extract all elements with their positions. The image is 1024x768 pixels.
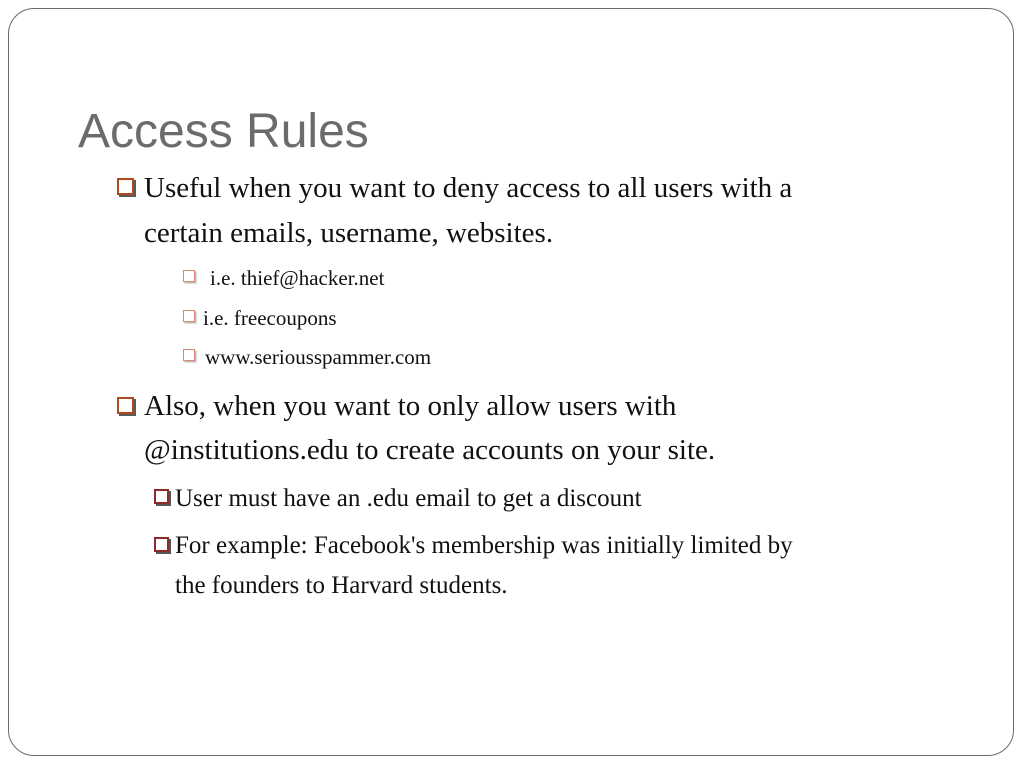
bullet-square-icon bbox=[117, 178, 134, 195]
sub-bullet-square-icon bbox=[154, 537, 169, 552]
bullet-2-line-1: Also, when you want to only allow users with bbox=[144, 390, 677, 422]
sub-bullet-3: www.seriousspammer.com bbox=[205, 345, 432, 369]
bullet-square-icon bbox=[117, 397, 134, 414]
bullet-2-line-2: @institutions.edu to create accounts on your site. bbox=[144, 434, 716, 466]
sub-bullet-1: i.e. thief@hacker.net bbox=[210, 266, 385, 290]
sub-bullet-square-icon bbox=[183, 349, 195, 361]
bullet-1-line-1: Useful when you want to deny access to all users with a bbox=[144, 172, 793, 204]
sub-bullet-square-icon bbox=[183, 270, 195, 282]
slide-title: Access Rules bbox=[78, 105, 369, 158]
sub-bullet-5-line-1: For example: Facebook's membership was initially limited by bbox=[175, 532, 793, 559]
bullet-1-line-2: certain emails, username, websites. bbox=[144, 217, 554, 249]
sub-bullet-4: User must have an .edu email to get a discount bbox=[175, 485, 642, 512]
sub-bullet-2: i.e. freecoupons bbox=[203, 306, 337, 330]
sub-bullet-square-icon bbox=[154, 489, 169, 504]
sub-bullet-square-icon bbox=[183, 310, 195, 322]
sub-bullet-5-line-2: the founders to Harvard students. bbox=[175, 572, 508, 599]
